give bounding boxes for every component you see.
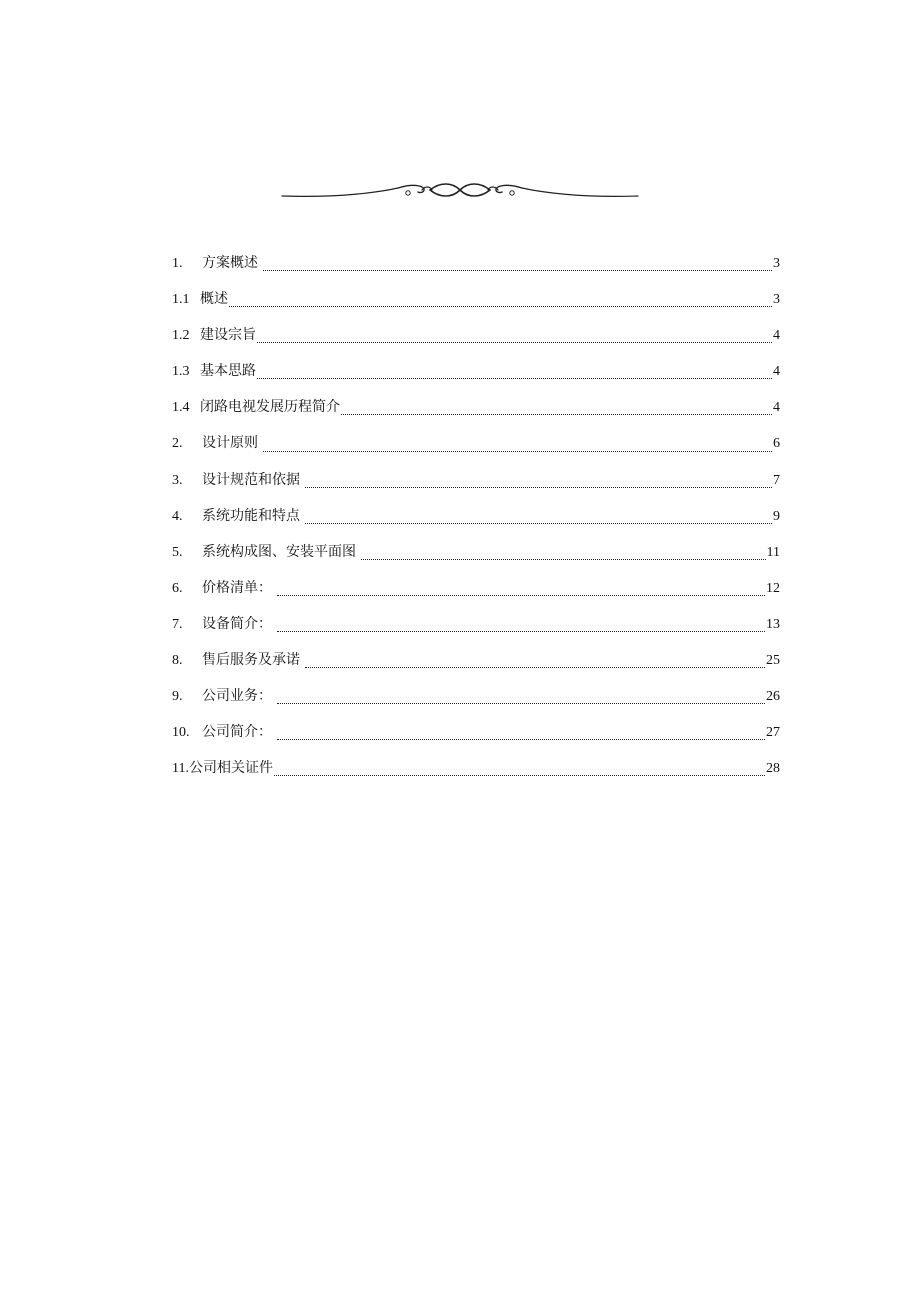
toc-entry-title: 系统功能和特点 — [202, 508, 300, 524]
toc-entry-title: 公司简介： — [202, 725, 272, 741]
toc-dot-leader — [257, 377, 772, 379]
toc-entry-page-number: 9 — [773, 508, 780, 524]
table-of-contents — [172, 246, 780, 787]
toc-entry-page-number: 27 — [766, 725, 780, 741]
toc-entry-page-number: 13 — [766, 616, 780, 632]
toc-entry-number: 3. — [172, 472, 183, 488]
toc-entry-number: 9. — [172, 689, 183, 705]
toc-entry-title: 设计规范和依据 — [202, 472, 300, 488]
toc-dot-leader — [305, 666, 765, 668]
toc-entry-number: 6. — [172, 580, 183, 596]
toc-entry[interactable] — [172, 390, 780, 426]
toc-entry-page-number: 28 — [766, 761, 780, 777]
toc-entry-page-number: 11 — [766, 544, 780, 560]
toc-entry-number: 5. — [172, 544, 183, 560]
toc-entry-number: 1. — [172, 256, 183, 271]
toc-dot-leader — [277, 738, 765, 740]
toc-entry-number: 11. — [172, 761, 189, 777]
toc-entry-title: 建设宗旨 — [200, 328, 256, 344]
toc-dot-leader — [263, 269, 772, 271]
toc-entry[interactable] — [172, 463, 780, 499]
toc-entry-number: 1.3 — [172, 364, 190, 380]
toc-dot-leader — [361, 558, 766, 560]
toc-dot-leader — [305, 486, 772, 488]
toc-entry-number: 10. — [172, 725, 190, 741]
toc-entry[interactable] — [172, 535, 780, 571]
toc-entry-number: 1.1 — [172, 292, 190, 308]
toc-entry[interactable] — [172, 679, 780, 715]
toc-entry-title: 售后服务及承诺 — [202, 653, 300, 669]
toc-entry-title: 公司相关证件 — [188, 761, 273, 777]
toc-entry[interactable] — [172, 246, 780, 282]
toc-entry-number: 1.2 — [172, 328, 190, 344]
toc-entry-number: 7. — [172, 616, 183, 632]
toc-entry-page-number: 4 — [773, 400, 780, 416]
toc-entry-title: 基本思路 — [200, 364, 256, 380]
toc-entry-page-number: 26 — [766, 689, 780, 705]
toc-entry-title: 设备简介： — [202, 616, 272, 632]
toc-entry-page-number: 25 — [766, 653, 780, 669]
toc-dot-leader — [277, 702, 765, 704]
toc-entry-title: 公司业务： — [202, 689, 272, 705]
toc-entry[interactable] — [172, 354, 780, 390]
toc-entry-page-number: 7 — [773, 472, 780, 488]
toc-entry-page-number: 3 — [773, 256, 780, 271]
toc-dot-leader — [341, 413, 772, 415]
toc-entry[interactable] — [172, 282, 780, 318]
toc-dot-leader — [277, 594, 765, 596]
toc-entry-number: 2. — [172, 436, 183, 452]
toc-entry[interactable] — [172, 715, 780, 751]
toc-entry-page-number: 6 — [773, 436, 780, 452]
toc-entry-number: 1.4 — [172, 400, 190, 416]
toc-dot-leader — [229, 305, 772, 307]
toc-entry[interactable] — [172, 751, 780, 787]
toc-dot-leader — [274, 774, 765, 776]
decorative-divider-ornament — [280, 176, 640, 206]
toc-entry[interactable] — [172, 607, 780, 643]
toc-entry-number: 4. — [172, 508, 183, 524]
toc-entry[interactable] — [172, 426, 780, 462]
toc-entry-title: 闭路电视发展历程简介 — [200, 400, 340, 416]
toc-entry-title: 设计原则 — [202, 436, 258, 452]
toc-dot-leader — [277, 630, 765, 632]
toc-entry-page-number: 12 — [766, 580, 780, 596]
toc-entry-page-number: 3 — [773, 292, 780, 308]
toc-dot-leader — [257, 341, 772, 343]
toc-entry-title: 价格清单： — [202, 580, 272, 596]
toc-entry-title: 系统构成图、安装平面图 — [202, 544, 356, 560]
toc-entry-page-number: 4 — [773, 364, 780, 380]
toc-dot-leader — [305, 522, 772, 524]
toc-entry[interactable] — [172, 318, 780, 354]
toc-dot-leader — [263, 450, 772, 452]
toc-entry-title: 方案概述 — [202, 256, 258, 271]
toc-entry[interactable] — [172, 571, 780, 607]
toc-entry[interactable] — [172, 499, 780, 535]
toc-entry-title: 概述 — [200, 292, 228, 308]
toc-entry-number: 8. — [172, 653, 183, 669]
toc-entry[interactable] — [172, 643, 780, 679]
toc-entry-page-number: 4 — [773, 328, 780, 344]
